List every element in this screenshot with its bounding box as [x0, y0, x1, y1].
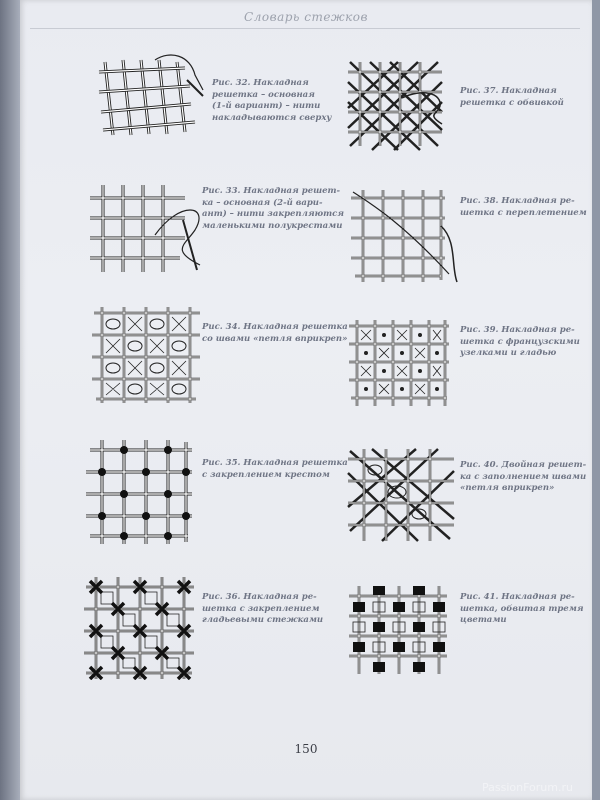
- figure-34-caption: Рис. 34. Накладная решетка со швами «петля вприкреп»: [202, 322, 348, 344]
- watermark: PassionForum.ru: [482, 781, 573, 794]
- figure-37-caption: Рис. 37. Накладная решетка с обвивкой: [460, 86, 564, 108]
- page-number: 150: [294, 742, 318, 756]
- figure-36-caption: Рис. 36. Накладная ре- шетка с закреплением гладьевыми стежками: [202, 592, 324, 625]
- book-page: [20, 0, 592, 800]
- figure-37-illustration: [342, 58, 452, 153]
- figure-38-caption: Рис. 38. Накладная ре- шетка с переплетением: [460, 196, 587, 218]
- figure-35-illustration: [80, 436, 200, 546]
- figure-39-caption: Рис. 39. Накладная ре- шетка с французскими узелками и гладью: [460, 325, 580, 358]
- book-spine-shadow: [0, 0, 20, 800]
- figure-32-illustration: [95, 50, 205, 145]
- figure-36-illustration: [80, 575, 200, 680]
- running-head: Словарь стежков: [244, 10, 368, 24]
- figure-32-caption: Рис. 32. Накладная решетка – основная (1-й вариант) – нити накладываются сверху: [212, 78, 332, 123]
- figure-34-illustration: [82, 305, 207, 405]
- figure-33-illustration: [85, 180, 215, 280]
- figure-35-caption: Рис. 35. Накладная решетка с закреплением крестом: [202, 458, 348, 480]
- figure-40-caption: Рис. 40. Двойная решет- ка с заполнением швами «петля вприкреп»: [460, 460, 587, 493]
- header-rule: [30, 28, 580, 29]
- figure-39-illustration: [345, 318, 455, 408]
- figure-41-illustration: [345, 580, 455, 680]
- figure-33-caption: Рис. 33. Накладная решет- ка – основная (2-й вари- ант) – нити закрепляются маленькими полукрестами: [202, 186, 345, 231]
- figure-40-illustration: [342, 445, 462, 545]
- figure-41-caption: Рис. 41. Накладная ре- шетка, обвитая тремя цветами: [460, 592, 584, 625]
- figure-38-illustration: [345, 186, 460, 286]
